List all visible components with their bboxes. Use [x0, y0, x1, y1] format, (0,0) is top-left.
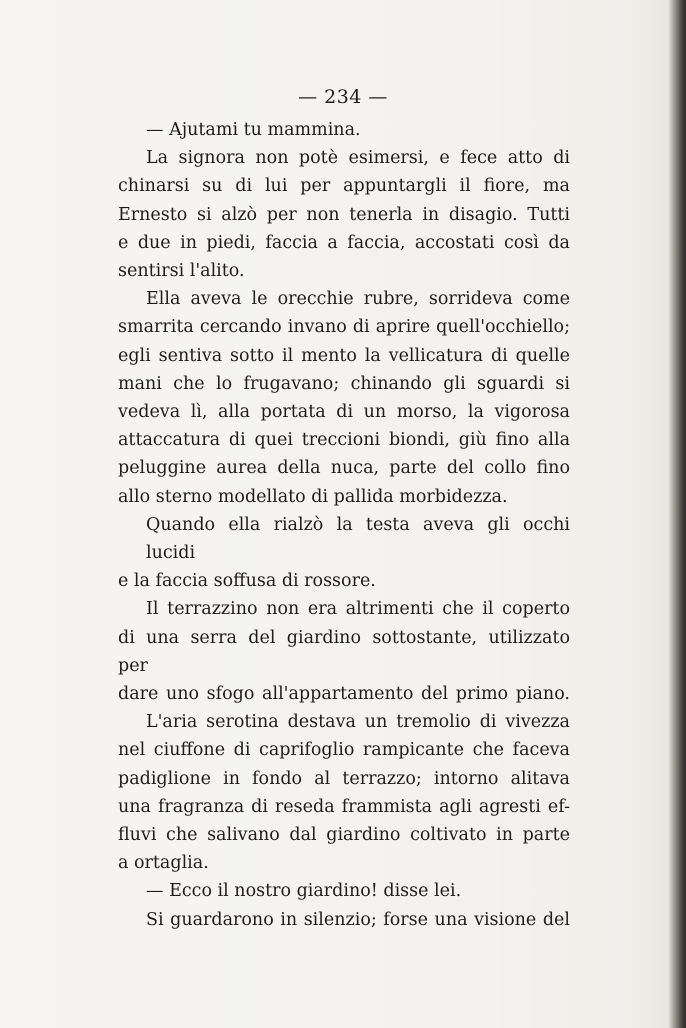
text-line: La signora non potè esimersi, e fece atto di — [146, 148, 570, 169]
paragraph — [118, 511, 570, 596]
paragraph — [118, 906, 570, 934]
text-line: e due in piedi, faccia a faccia, accostati così da — [118, 232, 570, 253]
paragraph — [118, 708, 570, 877]
text-line: fluvi che salivano dal giardino coltivato in parte — [118, 825, 570, 846]
text-line: una fragranza di reseda frammista agli agresti ef- — [118, 796, 570, 817]
text-line: Quando ella rialzò la testa aveva gli occhi lucidi — [146, 514, 570, 564]
text-line: Ella aveva le orecchie rubre, sorrideva come — [146, 289, 570, 310]
paragraph — [118, 144, 570, 285]
text-line: sentirsi l'alito. — [118, 261, 245, 282]
body-text — [118, 116, 570, 934]
paragraph — [118, 285, 570, 511]
text-line: L'aria serotina destava un tremolio di vivezza — [146, 712, 570, 733]
text-line: egli sentiva sotto il mento la vellicatura di quelle — [118, 345, 570, 366]
text-line: nel ciuffone di caprifoglio rampicante che faceva — [118, 740, 570, 761]
text-line: smarrita cercando invano di aprire quell'occhiello; — [118, 317, 570, 338]
page-binding-edge — [668, 0, 686, 1028]
text-line: attaccatura di quei treccioni biondi, giù fino alla — [118, 430, 570, 451]
text-line: — Ajutami tu mammina. — [146, 120, 361, 140]
text-line: Si guardarono in silenzio; forse una visione del — [146, 909, 570, 930]
text-line: mani che lo frugavano; chinando gli sguardi si — [118, 373, 570, 394]
text-line: Ernesto si alzò per non tenerla in disagio. Tutti — [118, 204, 570, 225]
text-line: e la faccia soffusa di rossore. — [118, 571, 376, 592]
text-line: allo sterno modellato di pallida morbidezza. — [118, 486, 508, 507]
text-line: — Ecco il nostro giardino! disse lei. — [146, 881, 462, 902]
text-line: a ortaglia. — [118, 853, 209, 874]
paragraph — [118, 877, 570, 905]
text-line: dare uno sfogo all'appartamento del primo piano. — [118, 684, 570, 705]
text-line: di una serra del giardino sottostante, utilizzato per — [118, 627, 570, 676]
text-line: peluggine aurea della nuca, parte del collo fino — [118, 458, 570, 479]
text-line: vedeva lì, alla portata di un morso, la vigorosa — [118, 402, 570, 423]
paragraph — [118, 116, 570, 144]
paragraph — [118, 595, 570, 708]
text-line: Il terrazzino non era altrimenti che il coperto — [146, 599, 570, 620]
text-line: chinarsi su di lui per appuntargli il fiore, ma — [118, 176, 570, 197]
page-number: — 234 — — [298, 86, 388, 108]
text-line: padiglione in fondo al terrazzo; intorno alitava — [118, 768, 570, 789]
